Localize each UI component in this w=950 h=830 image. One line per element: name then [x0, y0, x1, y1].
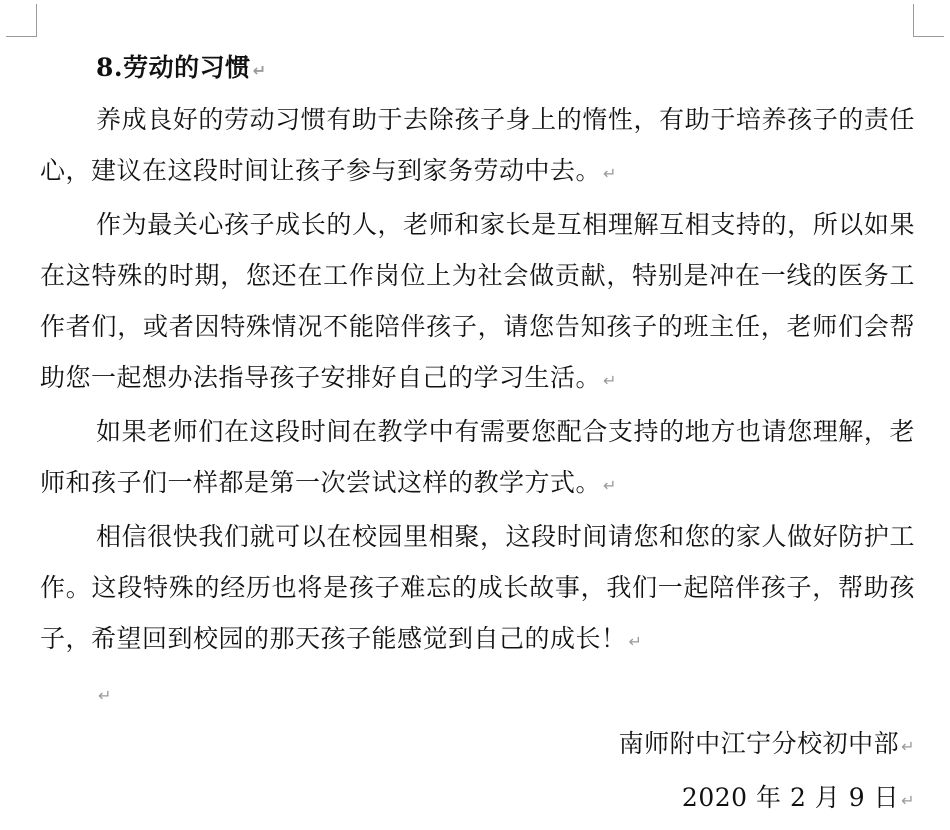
crop-mark-top-left: [6, 4, 37, 37]
paragraph-3: 如果老师们在这段时间在教学中有需要您配合支持的地方也请您理解，老师和孩子们一样都是第一次尝试这样的教学方式。 ↵: [40, 417, 915, 497]
paragraph-mark-icon: ↵: [901, 791, 915, 810]
paragraph-mark-icon: ↵: [901, 737, 915, 756]
signature-line: [40, 718, 915, 772]
paragraph-mark-icon: ↵: [603, 476, 617, 495]
section-heading: 8.劳动的习惯 ↵: [96, 53, 267, 82]
date-line: [40, 772, 915, 826]
paragraph-mark-icon: ↵: [603, 164, 617, 183]
paragraph-mark-icon: ↵: [252, 61, 267, 80]
empty-paragraph: [40, 667, 915, 718]
paragraph-mark-icon: ↵: [98, 686, 112, 705]
paragraph-4: 相信很快我们就可以在校园里相聚，这段时间请您和您的家人做好防护工作。这段特殊的经历也将是孩子难忘的成长故事，我们一起陪伴孩子，帮助孩子，希望回到校园的那天孩子能感觉到自己的成长！ ↵: [40, 522, 915, 653]
paragraph-mark-icon: ↵: [603, 371, 617, 390]
paragraph-mark-icon: ↵: [628, 632, 643, 651]
document-page: [40, 48, 915, 826]
paragraph-1: 养成良好的劳动习惯有助于去除孩子身上的惰性，有助于培养孩子的责任心，建议在这段时间让孩子参与到家务劳动中去。 ↵: [40, 105, 915, 185]
paragraph-2: 作为最关心孩子成长的人，老师和家长是互相理解互相支持的，所以如果在这特殊的时期，您还在工作岗位上为社会做贡献，特别是冲在一线的医务工作者们，或者因特殊情况不能陪伴孩子，请您告知孩子的班主任，老师们会帮助您一起想办法指导孩子安排好自己的学习生活。 ↵: [40, 210, 915, 392]
date: 2020 年 2 月 9 日: [681, 783, 900, 812]
signature: 南师附中江宁分校初中部: [618, 729, 900, 758]
crop-mark-top-right: [913, 4, 944, 37]
